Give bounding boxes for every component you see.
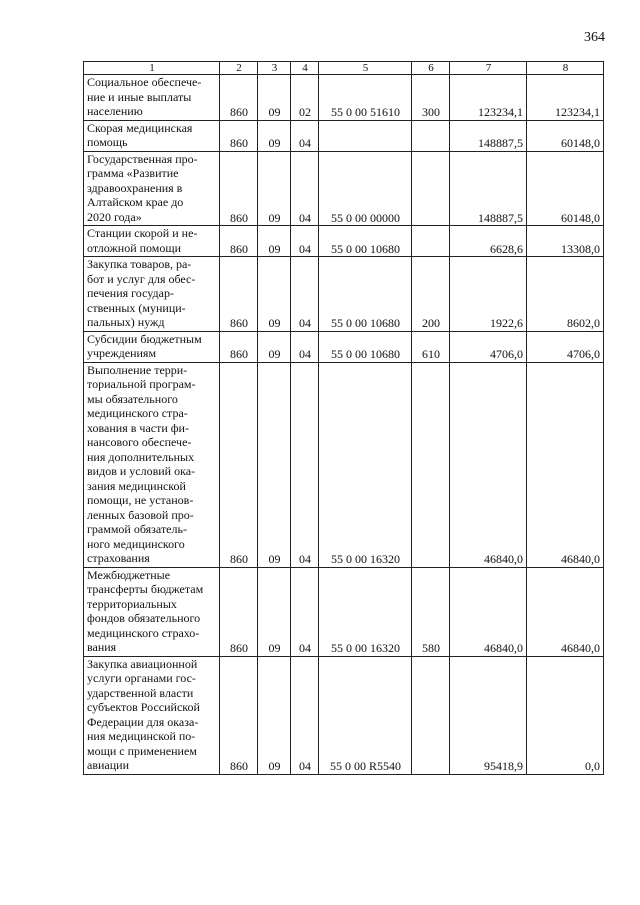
budget-table (83, 61, 604, 775)
table-header-row (84, 62, 604, 75)
row-section: 09 (258, 120, 291, 151)
row-target-article (319, 120, 412, 151)
table-body (84, 75, 604, 775)
table-row (84, 151, 604, 226)
row-grbs: 860 (220, 331, 258, 362)
row-expense-type (412, 120, 450, 151)
row-subsection: 04 (291, 257, 319, 332)
row-sum-1: 148887,5 (450, 151, 527, 226)
row-sum-2: 60148,0 (527, 120, 604, 151)
column-header: 5 (319, 62, 412, 75)
column-header: 6 (412, 62, 450, 75)
row-section: 09 (258, 75, 291, 121)
row-sum-1: 1922,6 (450, 257, 527, 332)
row-target-article: 55 0 00 00000 (319, 151, 412, 226)
row-section: 09 (258, 226, 291, 257)
row-target-article: 55 0 00 10680 (319, 331, 412, 362)
row-section: 09 (258, 331, 291, 362)
row-sum-1: 46840,0 (450, 567, 527, 656)
row-sum-2: 4706,0 (527, 331, 604, 362)
row-name: Межбюджетные трансферты бюджетам территориальных фондов обязательного медицинского страхо- вания (84, 567, 220, 656)
row-grbs: 860 (220, 362, 258, 567)
row-sum-1: 148887,5 (450, 120, 527, 151)
row-subsection: 04 (291, 151, 319, 226)
table-row (84, 120, 604, 151)
row-grbs: 860 (220, 151, 258, 226)
row-name: Скорая медицинская помощь (84, 120, 220, 151)
row-sum-2: 60148,0 (527, 151, 604, 226)
row-expense-type (412, 151, 450, 226)
row-expense-type: 200 (412, 257, 450, 332)
row-subsection: 04 (291, 331, 319, 362)
row-expense-type: 610 (412, 331, 450, 362)
row-sum-2: 13308,0 (527, 226, 604, 257)
row-grbs: 860 (220, 257, 258, 332)
column-header: 1 (84, 62, 220, 75)
row-sum-2: 46840,0 (527, 362, 604, 567)
table-row (84, 331, 604, 362)
row-subsection: 04 (291, 362, 319, 567)
row-target-article: 55 0 00 R5540 (319, 656, 412, 774)
column-header: 2 (220, 62, 258, 75)
row-subsection: 02 (291, 75, 319, 121)
row-expense-type: 580 (412, 567, 450, 656)
row-grbs: 860 (220, 226, 258, 257)
row-section: 09 (258, 151, 291, 226)
row-grbs: 860 (220, 120, 258, 151)
row-subsection: 04 (291, 656, 319, 774)
row-target-article: 55 0 00 10680 (319, 226, 412, 257)
row-sum-2: 8602,0 (527, 257, 604, 332)
table-row (84, 362, 604, 567)
row-sum-1: 95418,9 (450, 656, 527, 774)
row-grbs: 860 (220, 656, 258, 774)
row-name: Выполнение терри- ториальной програм- мы обязательного медицинского стра- хования в части фи- нансового обеспече- ния дополнительных видов и условий ока- зания медицинской помощи, не установ- ленных базовой про- граммой обязатель- ного медицинского страхования (84, 362, 220, 567)
row-name: Закупка авиационной услуги органами гос- ударственной власти субъектов Российской Федерации для оказа- ния медицинской по- мощи с применением авиации (84, 656, 220, 774)
row-expense-type (412, 362, 450, 567)
row-section: 09 (258, 567, 291, 656)
table-row (84, 226, 604, 257)
row-sum-1: 4706,0 (450, 331, 527, 362)
row-subsection: 04 (291, 120, 319, 151)
row-sum-1: 123234,1 (450, 75, 527, 121)
column-header: 7 (450, 62, 527, 75)
row-sum-1: 46840,0 (450, 362, 527, 567)
row-name: Закупка товаров, ра- бот и услуг для обес- печения государ- ственных (муници- пальных) нужд (84, 257, 220, 332)
row-target-article: 55 0 00 51610 (319, 75, 412, 121)
row-target-article: 55 0 00 16320 (319, 362, 412, 567)
page-number: 364 (584, 30, 605, 45)
row-name: Станции скорой и не- отложной помощи (84, 226, 220, 257)
row-sum-1: 6628,6 (450, 226, 527, 257)
table-row (84, 75, 604, 121)
row-expense-type (412, 226, 450, 257)
row-expense-type: 300 (412, 75, 450, 121)
row-target-article: 55 0 00 10680 (319, 257, 412, 332)
row-section: 09 (258, 362, 291, 567)
row-target-article: 55 0 00 16320 (319, 567, 412, 656)
row-section: 09 (258, 656, 291, 774)
table-row (84, 656, 604, 774)
row-grbs: 860 (220, 75, 258, 121)
column-header: 3 (258, 62, 291, 75)
row-name: Субсидии бюджетным учреждениям (84, 331, 220, 362)
table-row (84, 257, 604, 332)
row-name: Государственная про- грамма «Развитие здравоохранения в Алтайском крае до 2020 года» (84, 151, 220, 226)
row-grbs: 860 (220, 567, 258, 656)
row-sum-2: 46840,0 (527, 567, 604, 656)
row-section: 09 (258, 257, 291, 332)
table-row (84, 567, 604, 656)
row-name: Социальное обеспече- ние и иные выплаты населению (84, 75, 220, 121)
row-sum-2: 123234,1 (527, 75, 604, 121)
row-subsection: 04 (291, 567, 319, 656)
column-header: 4 (291, 62, 319, 75)
column-header: 8 (527, 62, 604, 75)
row-sum-2: 0,0 (527, 656, 604, 774)
row-subsection: 04 (291, 226, 319, 257)
row-expense-type (412, 656, 450, 774)
